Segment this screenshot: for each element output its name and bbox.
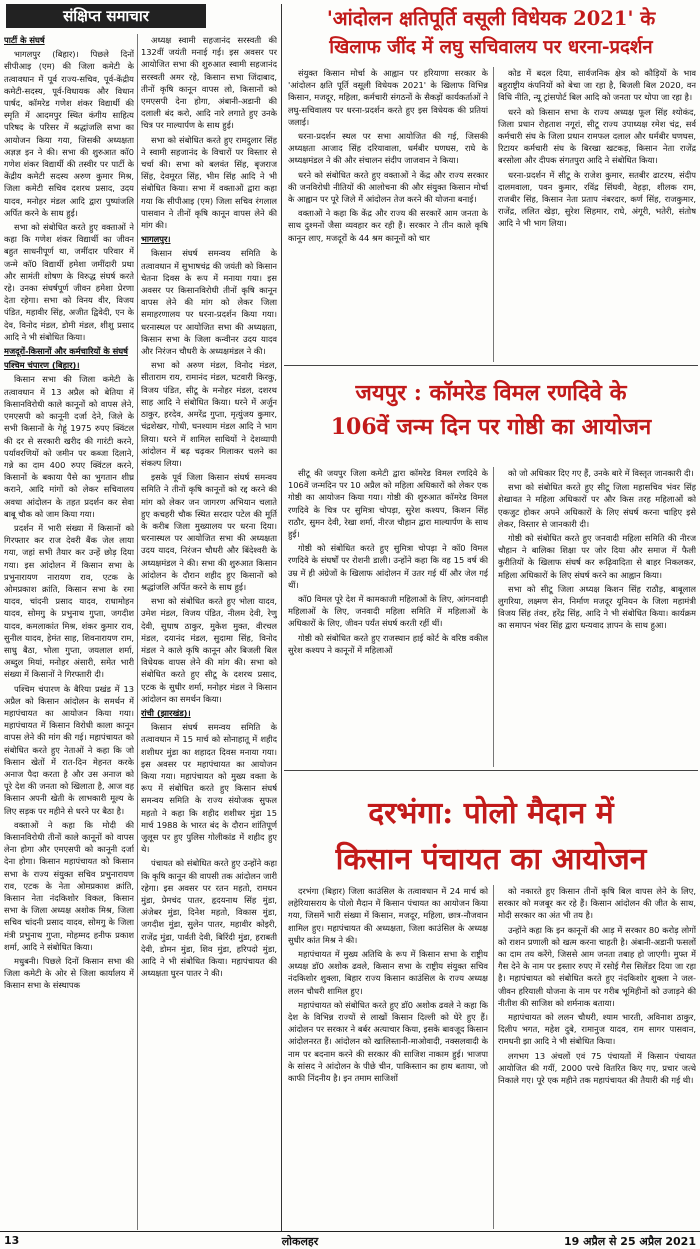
paragraph: लगभग 13 अंचलों एवं 75 पंचायतों में किसान पंचायत आयोजित की गयीं, 2000 परचे वितरित किए गए, प्रचार जत्थे निकाले गए। पूरे एक महीने तक महापंचायत की तैयारी की गई थी। bbox=[498, 1050, 696, 1086]
subheading: रांची (झारखंड)। bbox=[141, 707, 191, 718]
paragraph: प्रदर्शन में भारी संख्या में किसानों को गिरफ्तार कर राज देवरी बैंक जेल लाया गया, जहां सभी तैयार कर उन्हें छोड़ दिया गया। इस आंदोलन में किसान सभा के प्रभुनारायण नारायण राव, एटक के ओमप्रकाश क्रांति, किसान सभा के रमा यादव, चांदनी प्रसाद यादव, राधामोहन यादव, सोमगु के प्रभुनाथ गुप्ता, जगदीश यादव, कमलाकांत मिश्र, शंकर कुमार राव, सुनील यादव, हेमंत साह, शिवनारायण राम, साधु बैठा, भोला गुप्ता, जयलाल शर्मा, अब्दुल मियां, मनोहर अंसारी, समेत भारी संख्या में किसानों ने गिरफ्तारी दी। bbox=[4, 522, 134, 680]
article3-title-line2: किसान पंचायत का आयोजन bbox=[335, 842, 647, 877]
paragraph: संयुक्त किसान मोर्चा के आह्वान पर हरियाणा सरकार के 'आंदोलन क्षति पूर्ति वसूली विधेयक 2021' के खिलाफ विभिन्न किसान, मजदूर, महिला, कर्मचारी संगठनों के सैकड़ों कार्यकर्ताओं ने लघु-सचिवालय पर धरना-प्रदर्शन करते हुए इस विधेयक की प्रतियां जलाई। bbox=[288, 68, 488, 127]
article3-column-1 bbox=[288, 885, 488, 1229]
paragraph: सभा को संबोधित करते हुए भोला यादव, उमेश मंडल, विजय पंडित, नीलम देवी, रेणु देवी, सुधाष ठाकुर, मुकेश मुक्त, वीरचल मंडल, दयानंद मंडल, सुदामा सिंह, विनोद मंडल ने काले कृषि कानून और बिजली बिल विधेयक वापस लेने की मांग की। सभा को संबोधित करते हुए सीटू के दशरथ प्रसाद, एटक के सुधीर शर्मा, मनोहर मंडल ने किसान आंदोलन का समर्थन किया। bbox=[141, 596, 277, 704]
article2-title-line2: 106वें जन्म दिन पर गोष्ठी का आयोजन bbox=[330, 414, 652, 440]
column-divider bbox=[493, 885, 494, 1229]
paragraph: धरना-प्रदर्शन स्थल पर सभा आयोजित की गई, जिसकी अध्यक्षता आजाद सिंह दरियावाला, धर्मबीर घणघस, राघे के अध्यक्षमंडल ने की और संचालन संदीप जाजवान ने किया। bbox=[288, 131, 488, 166]
paragraph: किसान संघर्ष समन्वय समिति के तत्वावधान में 15 मार्च को सोनाहातू में शहीद शशीधर मुंडा का शहादत दिवस मनाया गया। इस अवसर पर महापंचायत का आयोजन किया गया। महापंचायत को मुख्य वक्ता के रूप में संबोधित करते हुए किसान संघर्ष समन्वय समिति के राज्य संयोजक सुफल महतो ने कहा कि शहीद शशीधर मुंडा 15 मार्च 1988 के भारत बंद के दौरान शांतिपूर्ण जुलूस पर हुए पुलिस गोलीकांड में शहीद हुए थे। bbox=[141, 722, 277, 855]
page-number: 13 bbox=[4, 1234, 20, 1247]
article2-column-1 bbox=[288, 467, 488, 767]
section-header: संक्षिप्त समाचार bbox=[6, 4, 206, 28]
brief-column-1 bbox=[4, 34, 134, 1230]
column-divider bbox=[493, 67, 494, 362]
paragraph: उन्होंने कहा कि इन कानूनों की आड़ में सरकार 80 करोड़ लोगों को राशन प्रणाली को खत्म करना चाहती है। अंबानी-अडानी फसलों का दाम तय करेंगे, जिससे आम जनता तबाह हो जाएगी। मुफ्त में गैस देने के नाम पर इस्तार रुपए में रसोई गैस सिलेंडर दिया जा रहा है। महापंचायत को संबोधित करते हुए नंदकिशोर शुक्ला ने जल-जीवन हरियाली योजना के नाम पर गरीब भूमिहीनों को उजाड़ने की नीतीश की साजिश को शर्मनाक बताया। bbox=[498, 924, 696, 1008]
article2-title-line1: जयपुर : कॉमरेड विमल रणदिवे के bbox=[355, 380, 627, 406]
column-divider bbox=[493, 467, 494, 767]
article2-column-2 bbox=[498, 467, 696, 767]
subheading: भागलपुर। bbox=[141, 234, 171, 245]
paragraph: पंचायत को संबोधित करते हुए उन्होंने कहा कि कृषि कानून की वापसी तक आंदोलन जारी रहेगा। इस अवसर पर रतन महतो, रामधन मुंडा, प्रेमचंद पातर, हृदयनाथ सिंह मुंडा, अंजेबर मुंडा, दिनेश महतो, विकास मुंडा, जगदीश मुंडा, सुलेन पातर, महावीर कोइरी, राजेंद्र मुंडा, पार्वती देवी, बिरिंदी मुंडा, हराबती देवी, डोमन मुंडा, शिव मुंडा, हरिपदो मुंडा, आदि ने भी संबोधित किया। महापंचायत की अध्यक्षता घुरन पातर ने की। bbox=[141, 858, 277, 979]
paragraph: सीटू की जयपुर जिला कमेटी द्वारा कॉमरेड विमल रणदिवे के 106वें जन्मदिन पर 10 अप्रैल को महिला अधिकारों को लेकर एक गोष्ठी का आयोजन किया गया। गोष्ठी की शुरुआत कॉमरेड विमल रणदिवे के चित्र पर सुमित्रा चोपड़ा, सुरेश कश्यप, किशन सिंह राठौर, सुमन देवी, रेखा शर्मा, नीरज चौहान द्वारा माल्यार्पण के साथ हुई। bbox=[288, 468, 488, 540]
paragraph: वक्ताओं ने कहा कि मोदी की किसानविरोधी तीनों काले कानूनों को वापस लेना होगा और एमएसपी को कानूनी दर्जा देना होगा। किसान महापंचायत को किसान सभा के राज्य संयुक्त सचिव प्रभुनारायण राव, एटक के नेता ओमप्रकाश क्रांति, किसान नेता नंदकिशोर विकल, किसान सभा के जिला अध्यक्ष अशोक मिश्र, जिला सचिव चांदनी प्रसाद यादव, सोमगु के जिला मंत्री प्रभुनाथ गुप्ता, मोहम्मद हनीफ प्रकाश शर्मा, आदि ने संबोधित किया। bbox=[4, 819, 134, 952]
paragraph: महापंचायत में मुख्य अतिथि के रूप में किसान सभा के राष्ट्रीय अध्यक्ष डॉ0 अशोक ढवले, किसान सभा के राष्ट्रीय संयुक्त सचिव नंदकिशोर शुक्ला, बिहार राज्य किसान काउंसिल के राज्य अध्यक्ष ललन चौधरी शामिल हुए। bbox=[288, 949, 488, 996]
issue-date: 19 अप्रैल से 25 अप्रैल 2021 bbox=[563, 1235, 696, 1248]
publication-name: लोकलहर bbox=[281, 1235, 319, 1248]
article1-headline bbox=[284, 4, 698, 62]
paragraph: को जो अधिकार दिए गए हैं, उनके बारे में विस्तृत जानकारी दी। bbox=[508, 468, 694, 478]
paragraph: कोड में बदल दिया, सार्वजनिक क्षेत्र को कौड़ियों के भाव बहुराष्ट्रीय कंपनियों को बेचा जा रहा है, बिजली बिल 2020, वन विधि नीति, न्यू ट्रांसपोर्ट बिल आदि को जनता पर थोपा जा रहा है। bbox=[498, 68, 696, 103]
paragraph: इसके पूर्व जिला किसान संघर्ष समन्वय समिति ने तीनों कृषि कानूनों को रद्द करने की मांग को लेकर जन जागरण अभियान चलाते हुए कचहरी चौक स्थित सरदार पटेल की मूर्ति के करीब जिला मुख्यालय पर धरना दिया। धरनास्थल पर आयोजित सभा की अध्यक्षता उदय यादव, निरंजन चौधरी और बिंदेश्वरी के अध्यक्षमंडल ने की। सभा की शुरुआत किसान आंदोलन के दौरान शहीद हुए किसानों को श्रद्धांजलि अर्पित करने के साथ हुई। bbox=[141, 472, 277, 592]
article1-title-line1: 'आंदोलन क्षतिपूर्ति वसूली विधेयक 2021' के bbox=[326, 7, 656, 30]
paragraph: महापंचायत को संबोधित करते हुए डॉ0 अशोक ढवले ने कहा कि देश के विभिन्न राज्यों से लाखों किसान दिल्ली को घेरे हुए हैं। आंदोलन पर सरकार ने बर्बर अत्याचार किया, इसके बावजूद किसान आंदोलनरत हैं। आंदोलन को खालिस्तानी-माओवादी, नक्सलवादी के नाम पर बदनाम करने की सरकार की साजिश नाकाम हुई। भाजपा के सांसद ने आंदोलन के पीछे चीन, पाकिस्तान का हाथ बताया, जो काफी निंदनीय है। इन तमाम साजिशों bbox=[288, 999, 488, 1084]
paragraph: कॉ0 विमल पूरे देश में कामकाजी महिलाओं के लिए, आंगनवाड़ी महिलाओं के लिए, जनवादी महिला समिति में महिलाओं के अधिकारों के लिए, जीवन पर्यंत संघर्ष करती रहीं थीं। bbox=[288, 594, 488, 629]
article2-headline bbox=[284, 376, 698, 444]
paragraph: सभा को संबोधित करते हुए रामदुलार सिंह ने स्वामी सहजानंद के विचारों पर विस्तार से चर्चा की। सभा को बलवंत सिंह, बृजराज सिंह, देवमूरत सिंह, भीम सिंह आदि ने भी संबोधित किया। सभा में वक्ताओं द्वारा कहा गया कि सीपीआइ (एम) जिला सचिव रंगलाल पासवान ने तीनों कृषि कानून वापस लेने की मांग की। bbox=[141, 134, 277, 231]
paragraph: को नकारते हुए किसान तीनों कृषि बिल वापस लेने के लिए, सरकार को मजबूर कर रहे हैं। किसान आंदोलन की जीत के साथ, मोदी सरकार का अंत भी तय है। bbox=[498, 886, 696, 921]
paragraph: किसान संघर्ष समन्वय समिति के तत्वावधान में सुभाषचंद्र की जयंती को किसान चेतना दिवस के रूप में मनाया गया। इस अवसर पर किसानविरोधी तीनों कृषि कानून वापस लेने की मांग को लेकर जिला समाहरणालय पर धरना-प्रदर्शन किया गया। धरनास्थल पर आयोजित सभा की अध्यक्षता, किसान सभा के जिला कन्वीनर उदय यादव और निरंजन चौधरी के अध्यक्षमंडल ने की। bbox=[141, 248, 277, 357]
subheading: मजदूरों-किसानों और कर्मचारियों के संघर्ष bbox=[4, 346, 128, 357]
article1-column-1 bbox=[288, 67, 488, 362]
section-divider bbox=[281, 4, 282, 1232]
article-separator bbox=[284, 365, 698, 366]
paragraph: अध्यक्ष स्वामी सहजानंद सरस्वती की 132वीं जयंती मनाई गई। इस अवसर पर आयोजित सभा की शुरुआत स्वामी सहजानंद सरस्वती अमर रहे, किसान सभा जिंदाबाद, तीनों कृषि कानून वापस लो, किसानों को एमएसपी देना होगा, अंबानी-अडानी की दलाली बंद करो, आदि नारे लगाते हुए उनके चित्र पर माल्यार्पण के साथ हुई। bbox=[141, 35, 277, 131]
paragraph: धरने को किसान सभा के राज्य अध्यक्ष फूल सिंह श्योकंद, जिला प्रधान रोहताश नगूरां, सीटू राज्य उपाध्यक्ष रमेश चंद्र, सर्व कर्मचारी संघ के जिला प्रधान रामफल दलाल और धर्मबीर घणघस, रिटायर कर्मचारी संघ के बिरखा खटकड़, किसान नेता राजेंद्र बरसोला और दीपक संगतपुरा आदि ने संबोधित किया। bbox=[498, 106, 696, 166]
subheading: पश्चिम चंपारण (बिहार)। bbox=[4, 360, 80, 371]
footer-rule bbox=[0, 1231, 700, 1232]
paragraph: पश्चिम चंपारण के बैरिया प्रखंड में 13 अप्रैल को किसान आंदोलन के समर्थन में महापंचायत का आयोजन किया गया। महापंचायत में किसान विरोधी काला कानून वापस लेने की मांग की गई। महापंचायत को संबोधित करते हुए नेताओं ने कहा कि जो किसान खेतों में रात-दिन मेहनत करके अनाज पैदा करता है और उस अनाज को पूरे देश की जनता को खिलाता है, आज वह किसान अपनी खेती के लाभकारी मूल्य के लिए सड़क पर महीने से धरने पर बैठा है। bbox=[4, 683, 134, 816]
paragraph: सभा को सीटू जिला अध्यक्ष किशन सिंह राठौड़, बाबूलाल लुगरिया, लक्ष्मण सेन, निर्माण मजदूर यूनियन के जिला महामंत्री विजय सिंह तंवर, हरेंद्र सिंह, आदि ने भी संबोधित किया। कार्यक्रम का समापन भंवर सिंह द्वारा धन्यवाद ज्ञापन के साथ हुआ। bbox=[498, 583, 696, 631]
paragraph: गोष्ठी को संबोधित करते हुए जनवादी महिला समिति की नीरज चौहान ने बालिका शिक्षा पर जोर दिया और समाज में फैली कुरीतियों के खिलाफ संघर्ष कर रूढ़िवादिता से बाहर निकलकर, महिला अधिकारों के लिए संघर्ष करने का आह्वान किया। bbox=[498, 533, 696, 580]
article3-column-2 bbox=[498, 885, 696, 1229]
article-separator bbox=[284, 770, 698, 771]
paragraph: धरने को संबोधित करते हुए वक्ताओं ने केंद्र और राज्य सरकार की जनविरोधी नीतियों की आलोचना की और संयुक्त किसान मोर्चा के आह्वान पर पूरे जिले में आंदोलन तेज करने की योजना बनाई। bbox=[288, 169, 488, 205]
paragraph: गोष्ठी को संबोधित करते हुए सुमित्रा चोपड़ा ने कॉ0 विमल रणदिवे के संघर्षों पर रोशनी डाली। उन्होंने कहा कि वह 15 वर्ष की उम्र में ही अंग्रेजों के खिलाफ आंदोलन में उतर गई थीं और जेल गई थीं। bbox=[288, 543, 488, 590]
subheading: पार्टी के संघर्ष bbox=[4, 35, 45, 45]
paragraph: दरभंगा (बिहार) जिला काउंसिल के तत्वावधान में 24 मार्च को लहेरियासराय के पोलो मैदान में किसान पंचायत का आयोजन किया गया, जिसमें भारी संख्या में किसान, मजदूर, महिला, छात्र-नौजवान शामिल हुए। महापंचायत की अध्यक्षता, जिला काउंसिल के अध्यक्ष सुधीर कांत मिश्र ने की। bbox=[288, 886, 488, 945]
paragraph: भागलपुर (बिहार)। पिछले दिनों सीपीआइ (एम) की जिला कमेटी के तत्वावधान में पूर्व राज्य-सचिव, पूर्व-केंद्रीय कमेटी-सदस्य, पूर्व-विधायक और विधान पार्षद, कॉमरेड गणेश शंकर विद्यार्थी की स्मृति में आदमपुर स्थित कंगीय साहित्य परिषद के परिसर में श्रद्धांजलि सभा का आयोजन किया गया, जिसकी अध्यक्षता अज्ञज्ञ इन ने की। सभा की शुरुआत कॉ0 गणेश शंकर विद्यार्थी की तस्वीर पर पार्टी के केंद्रीय कमेटी सदस्य अरुण कुमार मिश्र, जिला कमेटी सचिव दशरथ प्रसाद, उदय यादव, मनोहर मंडल आदि द्वारा पुष्पांजलि अर्पित करने के साथ हुई। bbox=[4, 49, 134, 218]
paragraph: सभा को संबोधित करते हुए सीटू जिला महासचिव भंवर सिंह शेखावत ने महिला अधिकारों पर और किस तरह महिलाओं को एकजुट होकर अपने अधिकारों के लिए संघर्ष करना चाहिए इसे लेकर, विस्तार से जानकारी दी। bbox=[498, 482, 696, 529]
paragraph: मधुबनी। पिछले दिनों किसान सभा की जिला कमेटी के ओर से जिला कार्यालय में किसान सभा के संस्थापक bbox=[4, 956, 134, 991]
paragraph: गोष्ठी को संबोधित करते हुए राजस्थान हाई कोर्ट के वरिष्ठ वकील सुरेश कश्यप ने कानूनों में महिलाओं bbox=[288, 632, 488, 655]
column-divider bbox=[137, 34, 138, 1230]
article3-title-line1: दरभंगा: पोलो मैदान में bbox=[368, 796, 614, 831]
article1-column-2 bbox=[498, 67, 696, 362]
paragraph: वक्ताओं ने कहा कि केंद्र और राज्य की सरकारें आम जनता के साथ दुश्मनों जैसा व्यवहार कर रही हैं। सरकार ने तीन काले कृषि कानून लाए, मजदूरों के 44 श्रम कानूनों को चार bbox=[288, 208, 488, 243]
brief-column-2 bbox=[141, 34, 277, 1230]
paragraph: किसान सभा की जिला कमेटी के तत्वावधान में 13 अप्रैल को बेतिया में किसानविरोधी काले कानूनों को वापस लेने, एमएसपी को कानूनी दर्जा देने, जिले के सभी किसानों के गेहूं 1975 रुपए क्विंटल की दर से सरकारी खरीद की गारंटी करने, पर्यावरणियों को जमीन पर कब्जा दिलाने, गन्ने का दाम 400 रुपए क्विंटल करने, किसानों के बकाया पैसे का भुगतान शीघ्र कराने, आदि मांगों को लेकर सचिवालय अवधा आंदोलन के तहत प्रदर्शन कर सेवा बाबू चौक को जाम किया गया। bbox=[4, 374, 134, 519]
paragraph: सभा को संबोधित करते हुए वक्ताओं ने कहा कि गणेश शंकर विद्यार्थी का जीवन बहुत साधनीपूर्ण था, जमींदार परिवार में जन्मे कॉ0 विद्यार्थी हमेशा जमींदारी प्रथा और सामंती शोषण के विरुद्ध संघर्ष करते रहे। उनका संघर्षपूर्ण जीवन हमेशा प्रेरणा देता रहेगा। सभा को विनय वीर, विजय पंडित, महावीर सिंह, अजीत द्विवेदी, एन के देव, विनोद मंडल, डोमी मंडल, शीशु प्रसाद आदि ने भी संबोधित किया। bbox=[4, 222, 134, 342]
paragraph: धरना-प्रदर्शन में सीटू के राजेश कुमार, सतबीर ढाटरथ, संदीप दालमवाला, पवन कुमार, रविंद्र सिंघवी, वेहड़ा, शीलक राम, राजबीर सिंह, किसान नेता प्रताप नंबरदार, कर्ण सिंह, राजकुमार, राजेंद्र, ललित खेड़ा, सुरेश सिहमार, राघे, अंगूरी, भतेरी, संतोष आदि ने भी भाग लिया। bbox=[498, 169, 696, 229]
paragraph: सभा को अरुण मंडल, विनोद मंडल, सीताराम राय, रामानंद मंडल, घटवारी किरकु, विजय पंडित, सीटू के मनोहर मंडल, दशरथ साह आदि ने संबोधित किया। धरने में अर्जुन ठाकुर, हरदेव, अमरेंद्र गुप्ता, मृत्युंजय कुमार, चंद्रशेखर, गोधी, घनश्याम मंडल आदि ने भाग लिया। धरने में शामिल साथियों ने देशव्यापी आंदोलन में बढ़ चढ़कर मिलाकर चलने का संकल्प लिया। bbox=[141, 360, 277, 468]
article3-headline bbox=[284, 792, 698, 884]
article1-title-line2: खिलाफ जींद में लघु सचिवालय पर धरना-प्रदर्शन bbox=[329, 37, 653, 58]
paragraph: महापंचायत को ललन चौधरी, श्याम भारती, अविनाश ठाकुर, दिलीप भगत, महेश दुबे, रामानुज यादव, राम सागर पासवान, रामधनी झा आदि ने भी संबोधित किया। bbox=[498, 1012, 696, 1047]
